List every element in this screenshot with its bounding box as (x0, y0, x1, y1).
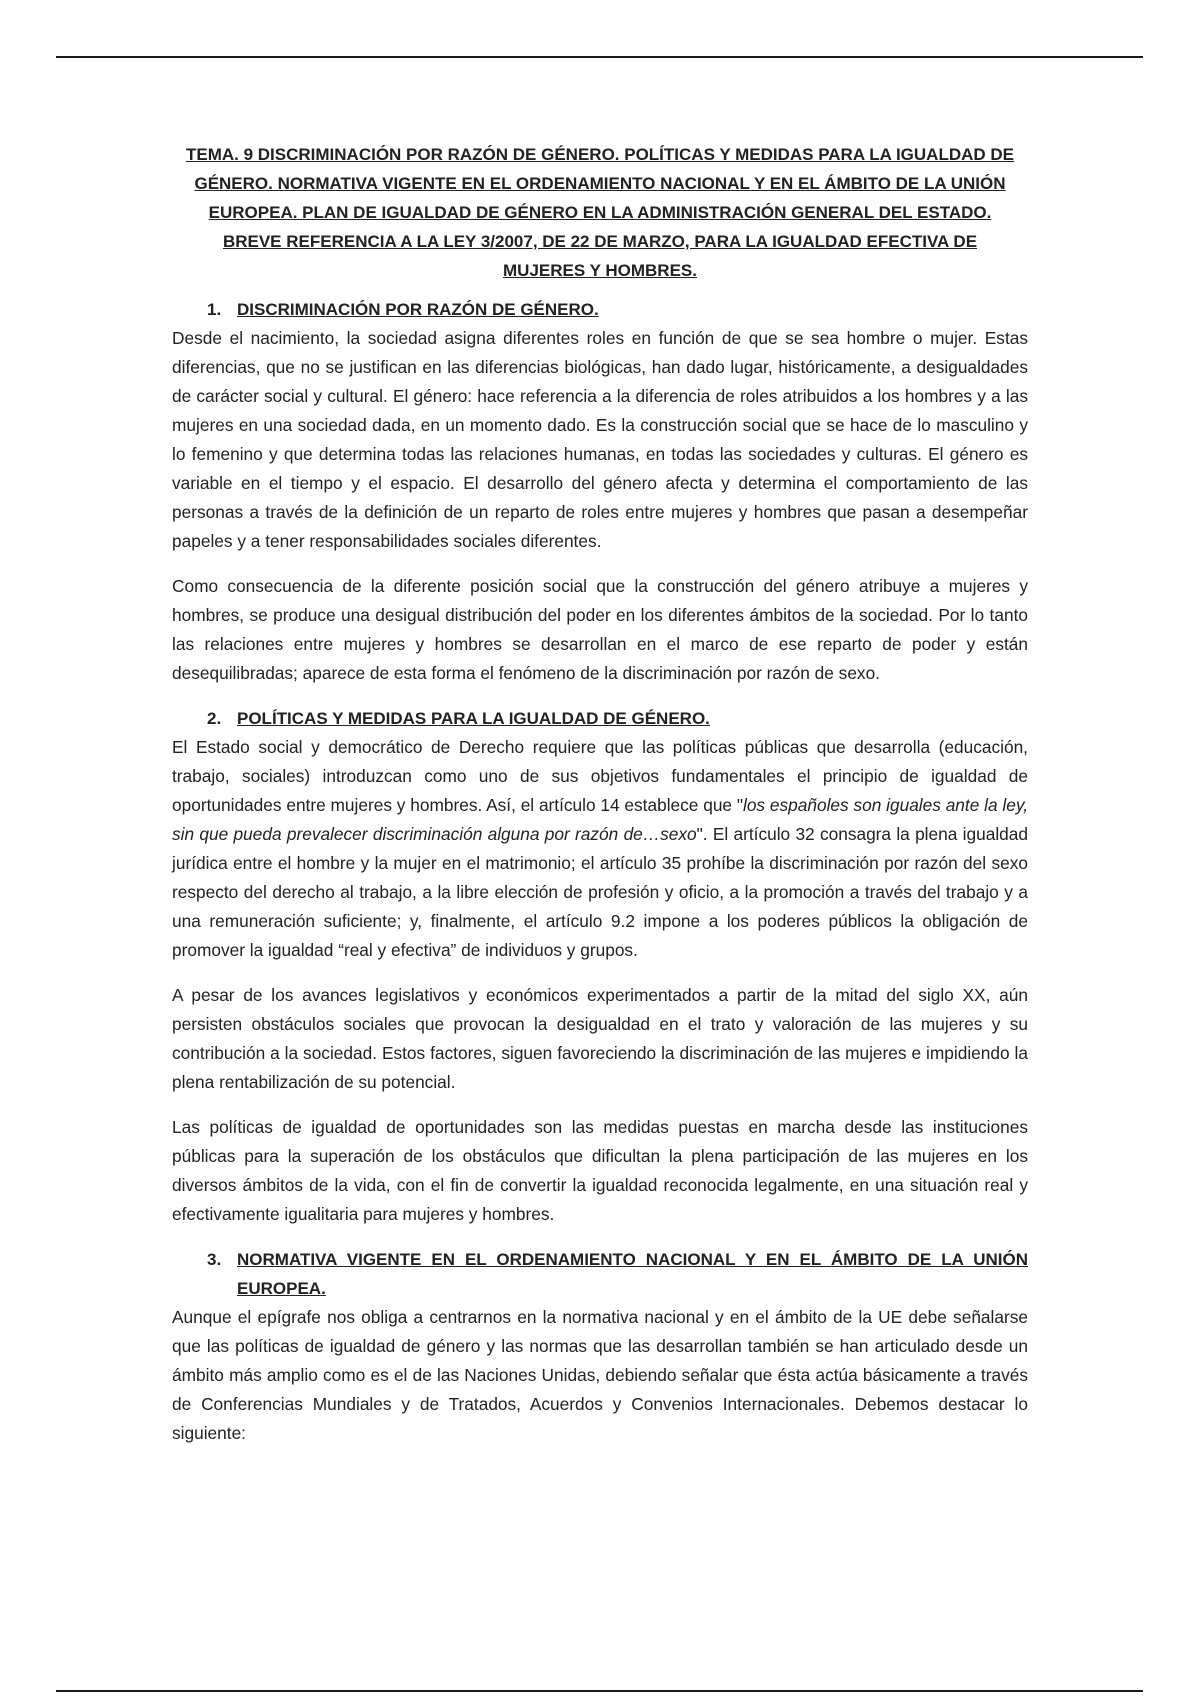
paragraph: Aunque el epígrafe nos obliga a centrarnos en la normativa nacional y en el ámbito de la UE debe señalarse que las políticas de igualdad de género y las normas que las desarrollan también se han articulado desde un ámbito más amplio como es el de las Naciones Unidas, debiendo señalar que ésta actúa básicamente a través de Conferencias Mundiales y de Tratados, Acuerdos y Convenios Internacionales. Debemos destacar lo siguiente: (172, 1307, 1028, 1443)
section-number: 2. (207, 709, 222, 728)
section-title: NORMATIVA VIGENTE EN EL ORDENAMIENTO NACIONAL Y EN EL ÁMBITO DE LA UNIÓN EUROPEA (237, 1250, 1028, 1298)
bottom-rule (56, 1690, 1143, 1692)
section-2-heading (172, 704, 1028, 733)
section-number: 3. (207, 1250, 222, 1269)
paragraph: Desde el nacimiento, la sociedad asigna diferentes roles en función de que se sea hombre o mujer. Estas diferencias, que no se justifican en las diferencias biológicas, han dado lugar, históricamente, a desigualdades de carácter social y cultural. El género: hace referencia a la diferencia de roles atribuidos a los hombres y a las mujeres en una sociedad dada, en un momento dado. Es la construcción social que se hace de lo masculino y lo femenino y que determina todas las relaciones humanas, en todas las sociedades y culturas. El género es variable en el tiempo y el espacio. El desarrollo del género afecta y determina el comportamiento de las personas a través de la definición de un reparto de roles entre mujeres y hombres que pasan a desempeñar papeles y a tener responsabilidades sociales diferentes. (172, 328, 1028, 551)
paragraph: A pesar de los avances legislativos y económicos experimentados a partir de la mitad del siglo XX, aún persisten obstáculos sociales que provocan la desigualdad en el trato y valoración de las mujeres y su contribución a la sociedad. Estos factores, siguen favoreciendo la discriminación de las mujeres e impidiendo la plena rentabilización de su potencial. (172, 985, 1028, 1092)
document-body (172, 140, 1028, 1464)
section-1-heading (172, 295, 1028, 324)
section-title-period: . (321, 1279, 326, 1298)
section-title: DISCRIMINACIÓN POR RAZÓN DE GÉNERO. (237, 300, 599, 319)
section-title-period: . (705, 709, 710, 728)
document-title: TEMA. 9 DISCRIMINACIÓN POR RAZÓN DE GÉNERO. POLÍTICAS Y MEDIDAS PARA LA IGUALDAD DE GÉNERO. NORMATIVA VIGENTE EN EL ORDENAMIENTO NACIONAL Y EN EL ÁMBITO DE LA UNIÓN EUROPEA. PLAN DE IGUALDAD DE GÉNERO EN LA ADMINISTRACIÓN GENERAL DEL ESTADO. BREVE REFERENCIA A LA LEY 3/2007, DE 22 DE MARZO, PARA LA IGUALDAD EFECTIVA DE MUJERES Y HOMBRES. (185, 145, 1014, 280)
paragraph: Como consecuencia de la diferente posición social que la construcción del género atribuye a mujeres y hombres, se produce una desigual distribución del poder en los diferentes ámbitos de la sociedad. Por lo tanto las relaciones entre mujeres y hombres se desarrollan en el marco de ese reparto de poder y están desequilibradas; aparece de esta forma el fenómeno de la discriminación por razón de sexo. (172, 576, 1028, 683)
constitution-quote: los españoles son iguales ante la ley, sin que pueda prevalecer discriminación alguna por razón de…sexo (172, 795, 1028, 844)
section-3-heading (172, 1245, 1028, 1303)
paragraph-text: ". El artículo 32 consagra la plena igualdad jurídica entre el hombre y la mujer en el matrimonio; el artículo 35 prohíbe la discriminación por razón del sexo respecto del derecho al trabajo, a la libre elección de profesión y oficio, a la promoción a través del trabajo y a una remuneración suficiente; y, finalmente, el artículo 9.2 impone a los poderes públicos la obligación de promover la igualdad “real y efectiva” de individuos y grupos. (172, 824, 1028, 960)
top-rule (56, 56, 1143, 58)
paragraph: Las políticas de igualdad de oportunidades son las medidas puestas en marcha desde las instituciones públicas para la superación de los obstáculos que dificultan la plena participación de las mujeres en los diversos ámbitos de la vida, con el fin de convertir la igualdad reconocida legalmente, en una situación real y efectivamente igualitaria para mujeres y hombres. (172, 1117, 1028, 1224)
paragraph-with-quote (172, 733, 1028, 965)
paragraph-text: El Estado social y democrático de Derecho requiere que las políticas públicas que desarrolla (educación, trabajo, sociales) introduzcan como uno de sus objetivos fundamentales el principio de igualdad de oportunidades entre mujeres y hombres. Así, el artículo 14 establece que " (172, 737, 1028, 815)
section-number: 1. (207, 300, 222, 319)
section-title: POLÍTICAS Y MEDIDAS PARA LA IGUALDAD DE GÉNERO (237, 709, 706, 728)
